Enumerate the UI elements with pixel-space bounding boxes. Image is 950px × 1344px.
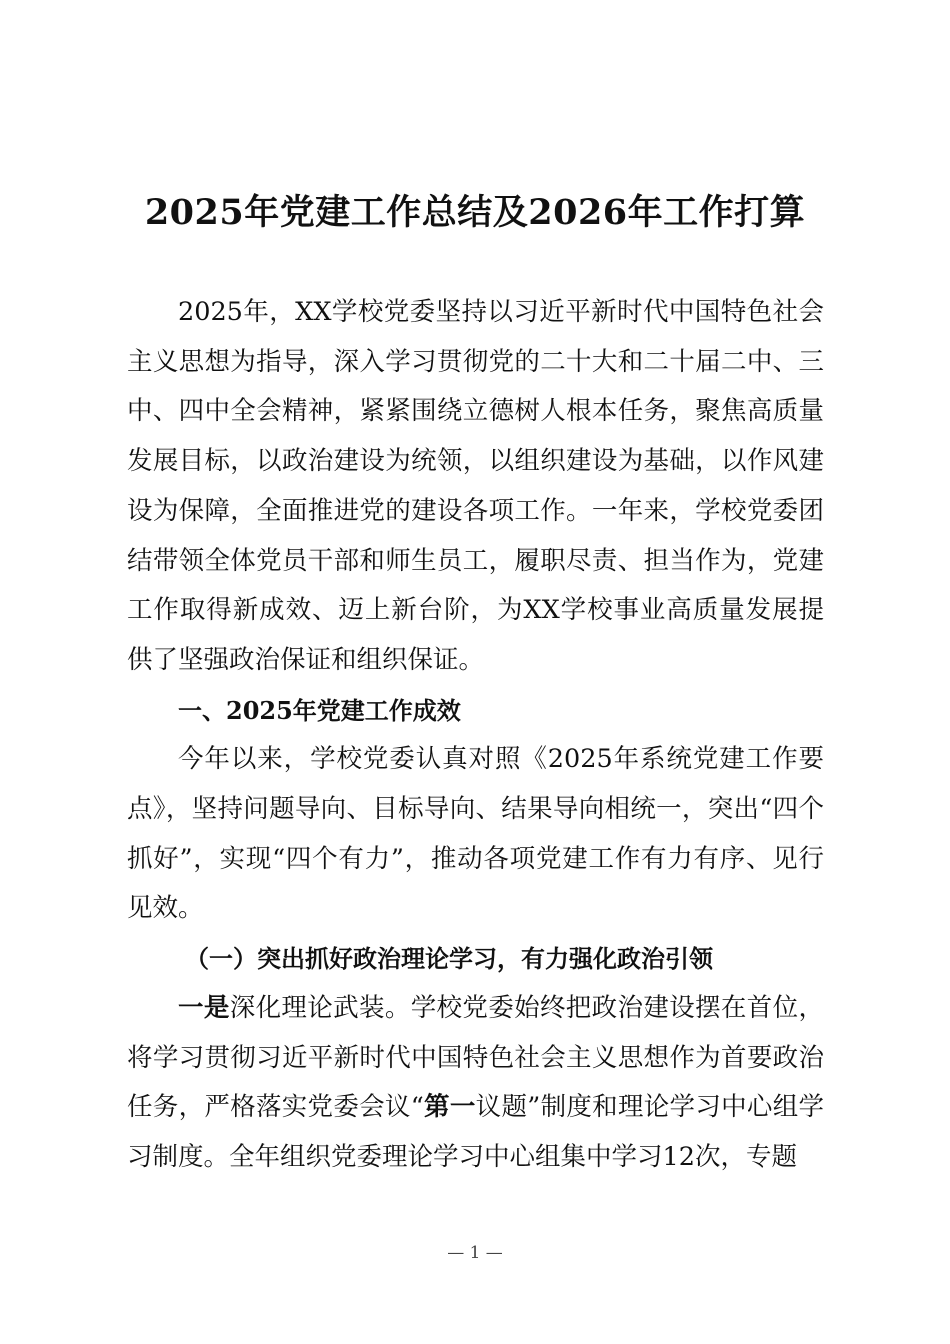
paragraph-text-part-2: 议题”制度和理论学习中心组学习制度。全年组织党委理论学习中心组集中学习12次，专题 bbox=[127, 1092, 824, 1172]
document-title: 2025年党建工作总结及2026年工作打算 bbox=[144, 192, 806, 233]
section-1-paragraph: 今年以来，学校党委认真对照《2025年系统党建工作要点》，坚持问题导向、目标导向、结果导向相统一，突出“四个抓好”，实现“四个有力”，推动各项党建工作有力有序、见行见效。 bbox=[127, 744, 824, 924]
paragraph-inline-bold: 第一 bbox=[423, 1092, 476, 1123]
paragraph-lead-bold: 一是 bbox=[178, 992, 230, 1023]
intro-paragraph: 2025年，XX学校党委坚持以习近平新时代中国特色社会主义思想为指导，深入学习贯彻党的二十大和二十届二中、三中、四中全会精神，紧紧围绕立德树人根本任务，聚焦高质量发展目标，以政治建设为统领，以组织建设为基础，以作风建设为保障，全面推进党的建设各项工作。一年来，学校党委团结带领全体党员干部和师生员工，履职尽责、担当作为，党建工作取得新成效、迈上新台阶，为XX学校事业高质量发展提供了坚强政治保证和组织保证。 bbox=[127, 297, 824, 675]
subsection-heading-1: （一）突出抓好政治理论学习，有力强化政治引领 bbox=[185, 944, 713, 974]
subsection-1-paragraph bbox=[127, 984, 824, 1183]
document-body bbox=[127, 288, 824, 1183]
section-heading-1: 一、2025年党建工作成效 bbox=[178, 695, 461, 725]
paragraph-text-part-1: 深化理论武装。学校党委始终把政治建设摆在首位，将学习贯彻习近平新时代中国特色社会主义思想作为首要政治任务，严格落实党委会议“ bbox=[127, 992, 824, 1123]
page-number: — 1 — bbox=[447, 1243, 503, 1263]
